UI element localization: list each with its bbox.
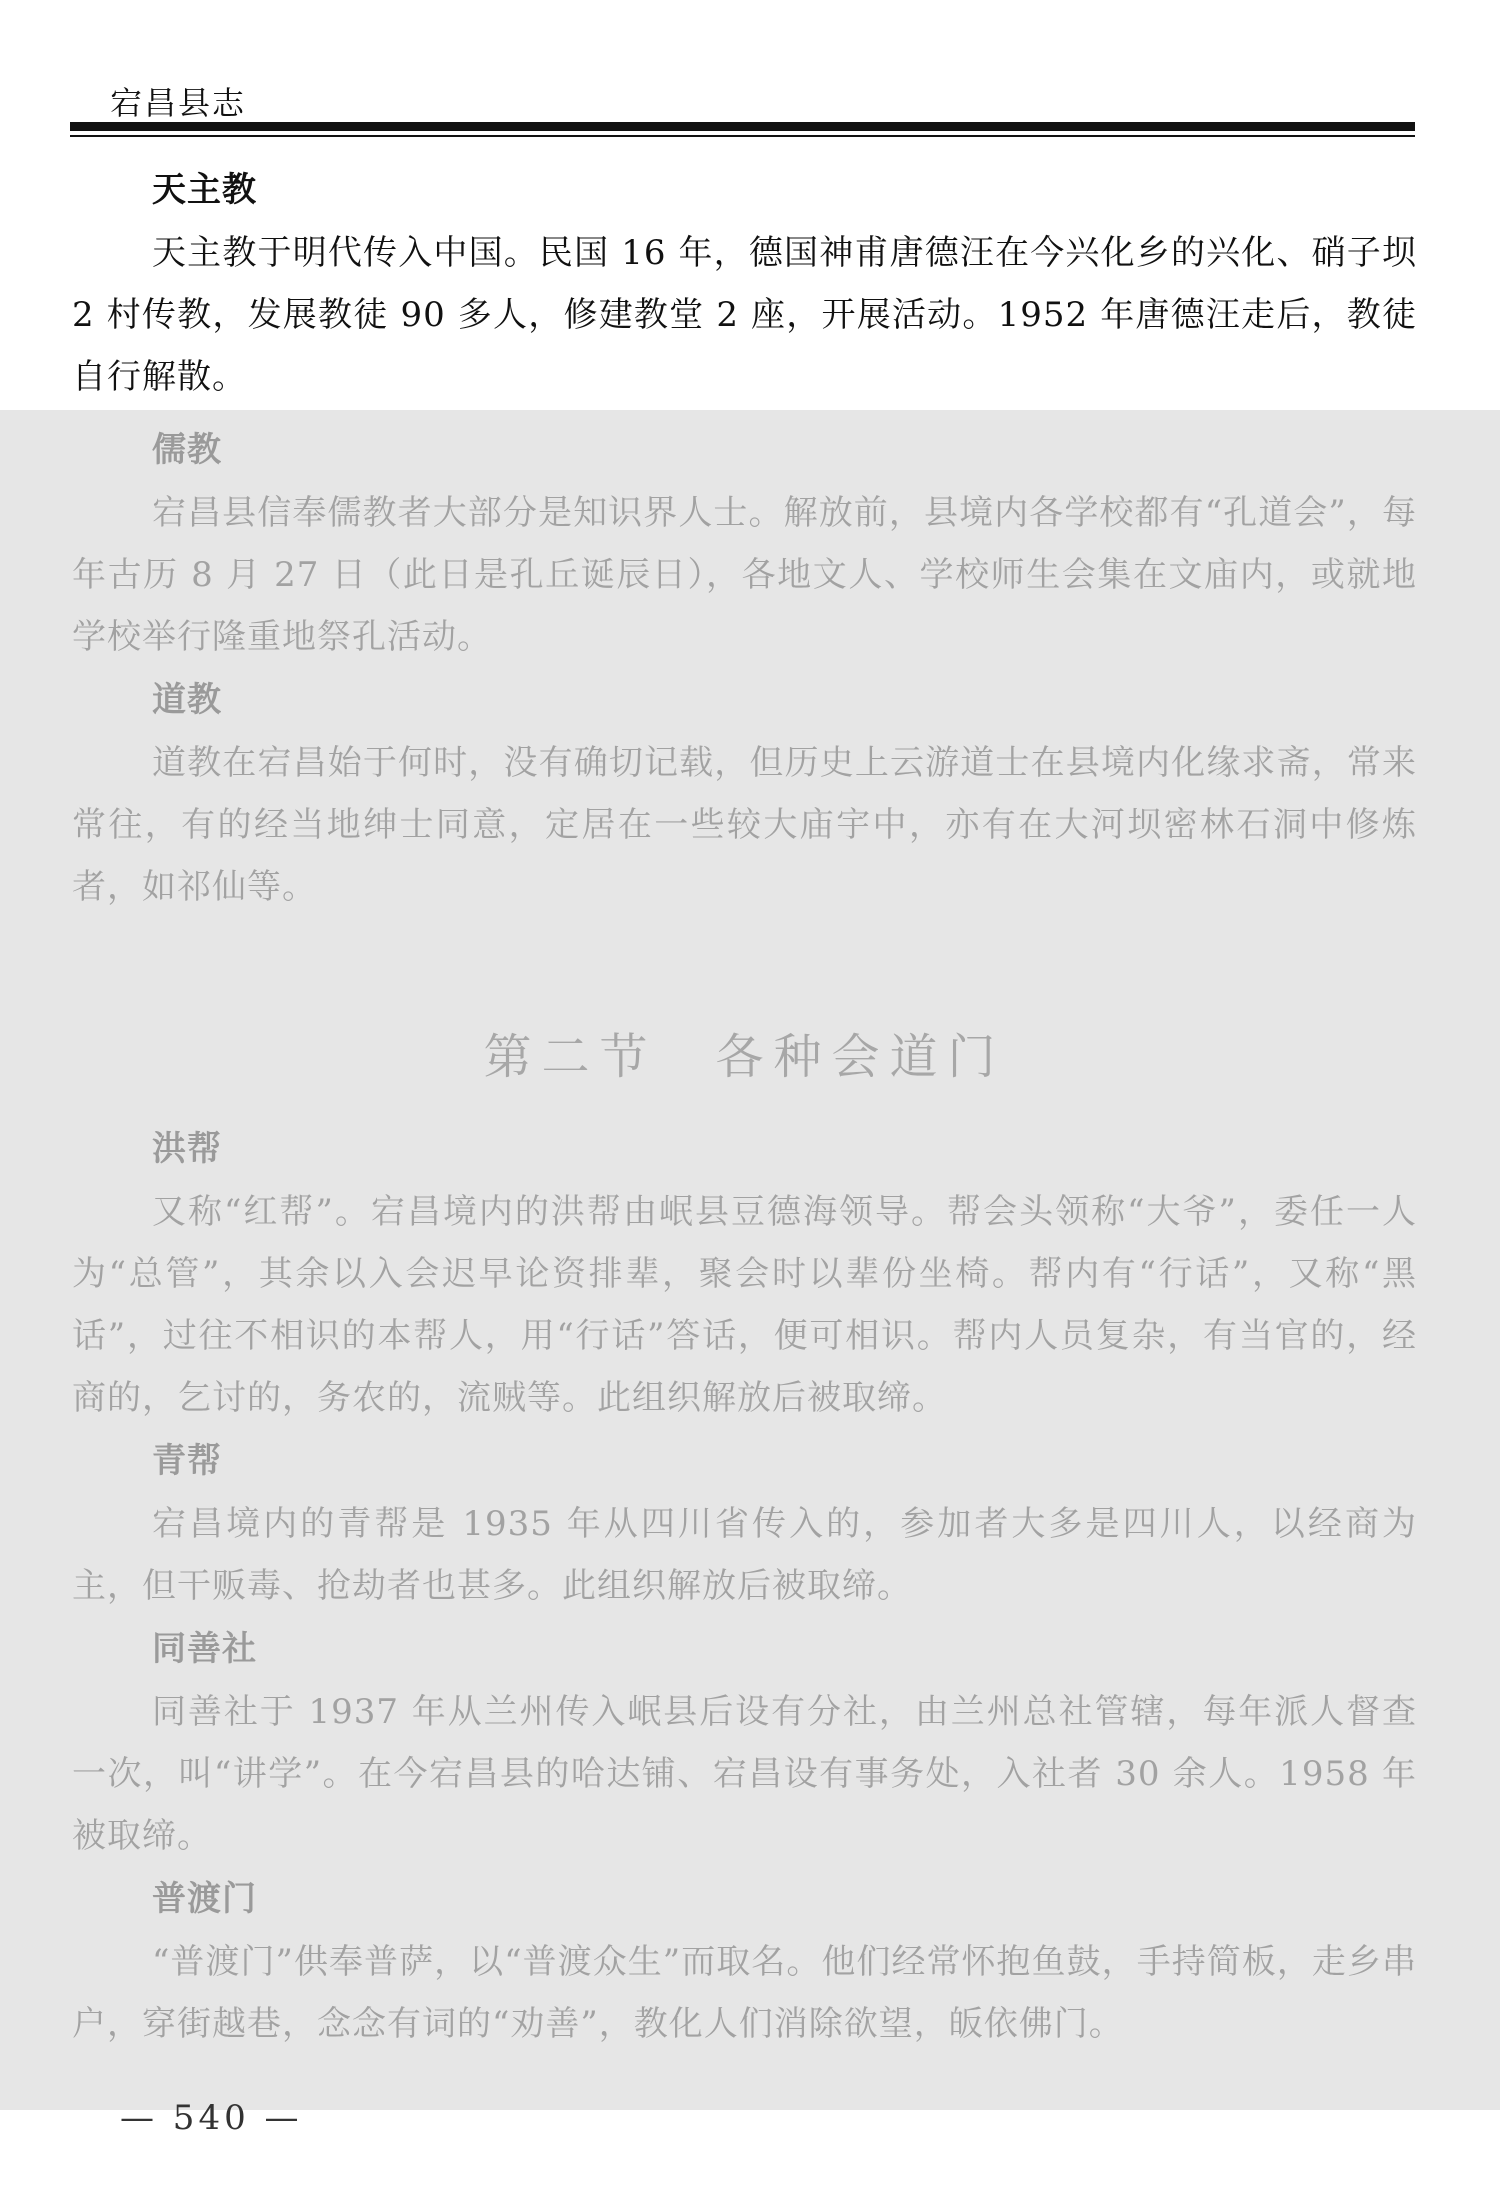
paragraph-confucianism: 宕昌县信奉儒教者大部分是知识界人士。解放前，县境内各学校都有“孔道会”，每年古历 8 月 27 日（此日是孔丘诞辰日），各地文人、学校师生会集在文庙内，或就地学校举行隆重地祭孔活动。 (72, 493, 1417, 657)
paragraph-tongshanshe: 同善社于 1937 年从兰州传入岷县后设有分社，由兰州总社管辖，每年派人督查一次，叫“讲学”。在今宕昌县的哈达铺、宕昌设有事务处，入社者 30 余人。1958 年被取缔。 (72, 1692, 1417, 1856)
content-top (72, 162, 1417, 412)
page-header (70, 70, 1415, 140)
heading-tongshanshe: 同善社 (152, 1629, 257, 1669)
paragraph-taoism: 道教在宕昌始于何时，没有确切记载，但历史上云游道士在县境内化缘求斋，常来常往，有的经当地绅士同意，定居在一些较大庙宇中，亦有在大河坝密林石洞中修炼者，如祁仙等。 (72, 743, 1417, 907)
heading-taoism: 道教 (152, 680, 222, 720)
heading-confucianism: 儒教 (152, 430, 222, 470)
section-title: 第二节 各种会道门 (483, 1029, 1006, 1085)
paragraph-qingbang: 宕昌境内的青帮是 1935 年从四川省传入的，参加者大多是四川人，以经商为主，但干贩毒、抢劫者也甚多。此组织解放后被取缔。 (72, 1504, 1417, 1606)
heading-qingbang: 青帮 (152, 1441, 222, 1481)
paragraph-pudumen: “普渡门”供奉普萨，以“普渡众生”而取名。他们经常怀抱鱼鼓，手持简板，走乡串户，穿街越巷，念念有词的“劝善”，教化人们消除欲望，皈依佛门。 (72, 1942, 1417, 2044)
heading-hongbang: 洪帮 (152, 1129, 222, 1169)
page-number: — 540 — (120, 2098, 303, 2138)
paragraph-catholicism: 天主教于明代传入中国。民国 16 年，德国神甫唐德汪在今兴化乡的兴化、硝子坝 2 村传教，发展教徒 90 多人，修建教堂 2 座，开展活动。1952 年唐德汪走后，教徒自行解散。 (72, 233, 1417, 397)
shaded-content (72, 422, 1417, 2059)
header-rule-thin (70, 135, 1415, 137)
heading-catholicism: 天主教 (152, 170, 257, 210)
header-rule-thick (70, 122, 1415, 131)
paragraph-hongbang: 又称“红帮”。宕昌境内的洪帮由岷县豆德海领导。帮会头领称“大爷”，委任一人为“总管”，其余以入会迟早论资排辈，聚会时以辈份坐椅。帮内有“行话”，又称“黑话”，过往不相识的本帮人，用“行话”答话，便可相识。帮内人员复杂，有当官的，经商的，乞讨的，务农的，流贼等。此组织解放后被取缔。 (72, 1192, 1417, 1418)
running-head-title: 宕昌县志 (110, 84, 247, 122)
heading-pudumen: 普渡门 (152, 1879, 257, 1919)
shaded-region (0, 410, 1500, 2110)
